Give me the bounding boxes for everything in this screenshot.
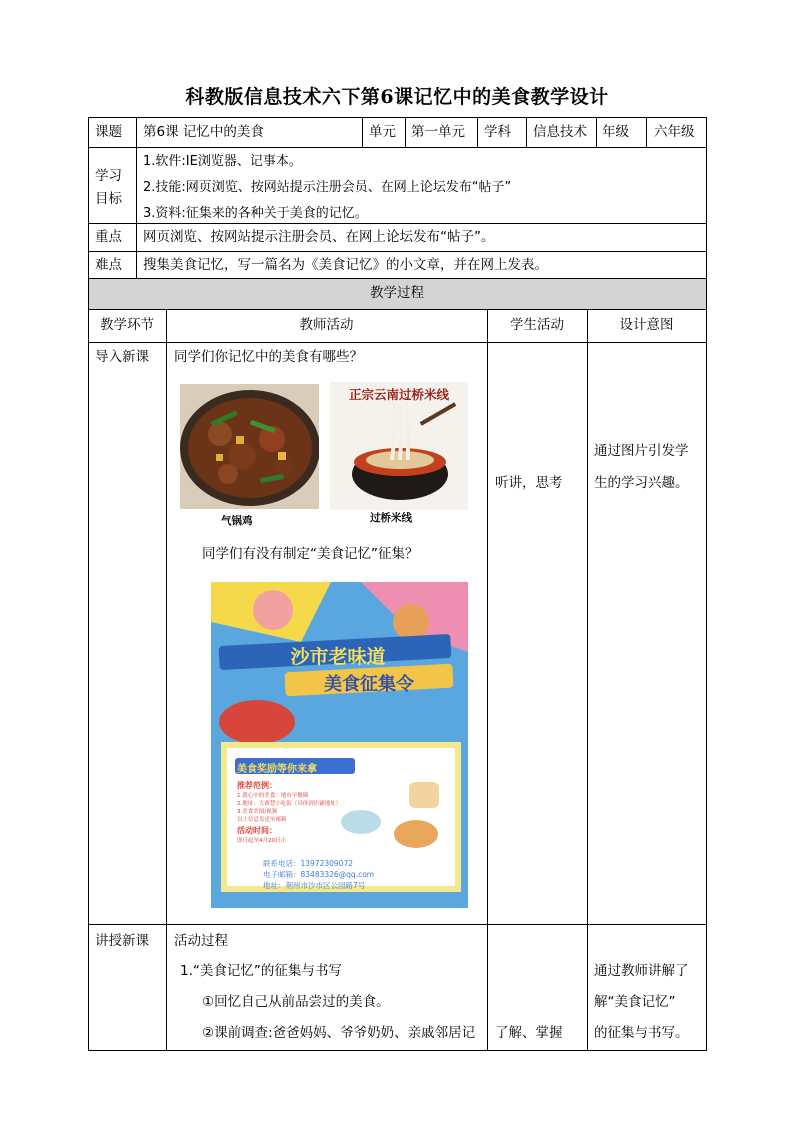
difficulty-text: 搜集美食记忆，写一篇名为《美食记忆》的小文章，并在网上发表。 [143,257,548,273]
lecture-student-activity: 了解、掌握 [495,1025,563,1041]
lecture-sub-2: ②课前调查:爸爸妈妈、爷爷奶奶、亲戚邻居记 [202,1025,476,1041]
column-header-intent: 设计意图 [619,317,674,333]
guoqiao-caption: 过桥米线 [370,512,412,524]
process-header: 教学过程 [370,285,424,301]
poster-recommend-title: 推荐范例： [237,781,277,790]
poster-time-title: 活动时间： [237,826,277,835]
column-header-student: 学生活动 [510,317,564,333]
intro-student-activity: 听讲，思考 [495,475,563,491]
poster-address: 地址：荆州市沙市区公园路7号 [263,881,366,890]
label-objectives-line2: 目标 [95,191,122,207]
lecture-item-1: 1.“美食记忆”的征集与书写 [180,963,342,979]
poster-phone: 联系电话：13972309072 [263,859,353,868]
lesson-value: 第6课 记忆中的美食 [143,124,264,140]
poster-time: 即日起至4月20日止 [237,838,286,844]
poster-email: 电子邮箱：83483326@qq.com [263,870,375,879]
qiguoji-photo [180,384,319,509]
page-title: 科教版信息技术六下第6课记忆中的美食教学设计 [185,86,609,108]
intro-intent-line: 通过图片引发学 [594,443,689,459]
column-header-teacher: 教师活动 [299,317,354,333]
label-lesson: 课题 [95,124,122,140]
objective-item: 3.资料:征集来的各种关于美食的记忆。 [143,206,368,221]
intro-stage: 导入新课 [95,349,149,365]
poster-title-2: 美食征集令 [324,674,414,695]
label-difficulty: 难点 [95,257,122,273]
intro-question-2: 同学们有没有制定“美食记忆”征集？ [202,546,419,562]
label-objectives-line1: 学习 [95,168,122,184]
lecture-intent-line: 的征集与书写。 [594,1025,689,1041]
intro-question-1: 同学们你记忆中的美食有哪些？ [174,349,363,365]
lecture-intent-line: 通过教师讲解了 [594,963,689,979]
subject-value: 信息技术 [533,124,587,140]
food-collection-poster [211,582,468,908]
unit-value: 第一单元 [411,124,465,140]
label-unit: 单元 [369,124,396,140]
photo2-banner: 正宗云南过桥米线 [348,387,449,402]
poster-recommend-line: 1.我心中的美食：地市早餐圈 [237,793,309,799]
qiguoji-caption: 气锅鸡 [221,515,253,527]
label-subject: 学科 [484,124,511,140]
label-grade: 年级 [602,124,629,140]
poster-reward: 美食奖励等你来拿 [237,764,317,775]
lecture-activity-title: 活动过程 [174,933,228,949]
objective-item: 1.软件:IE浏览器、记事本。 [143,154,302,169]
lecture-sub-1: ①回忆自己从前品尝过的美食。 [202,994,390,1010]
label-key-point: 重点 [95,229,122,245]
lecture-intent-line: 解“美食记忆” [594,994,676,1010]
guoqiao-mixian-photo [330,382,468,510]
lecture-stage: 讲授新课 [95,933,149,949]
poster-recommend-line: 以上信息发送至邮箱 [237,817,287,823]
poster-title-1: 沙市老味道 [290,646,386,668]
column-header-stage: 教学环节 [100,317,154,333]
grade-value: 六年级 [654,124,695,140]
poster-recommend-line: 2.地址：大赛慧小吃街（具体到店铺地址） [237,801,342,807]
key-point-text: 网页浏览、按网站提示注册会员、在网上论坛发布“帖子”。 [143,229,495,245]
intro-intent-line: 生的学习兴趣。 [594,475,689,491]
objective-item: 2.技能:网页浏览、按网站提示注册会员、在网上论坛发布“帖子” [143,180,512,195]
poster-recommend-line: 3.美食美图/视频 [237,809,278,815]
